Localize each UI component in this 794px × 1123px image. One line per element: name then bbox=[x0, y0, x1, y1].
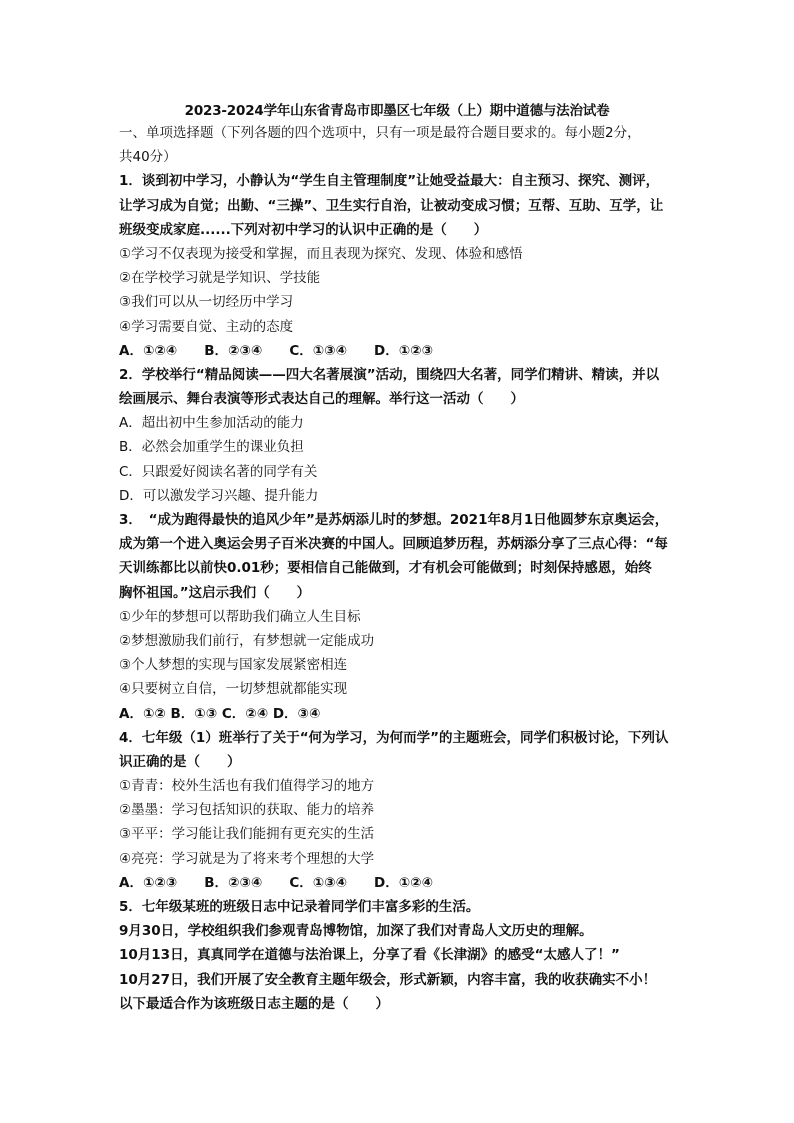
q1-stem-line-2: 让学习成为自觉；出勤、“三操”、卫生实行自治，让被动变成习惯；互帮、互助、互学，让 bbox=[119, 197, 664, 214]
q1-options: A．①②④ B．②③④ C．①③④ D．①②③ bbox=[119, 342, 434, 359]
q3-stem-line-4: 胸怀祖国。”这启示我们（ ） bbox=[119, 584, 311, 601]
q5-stem-line-4: 10月27日，我们开展了安全教育主题年级会，形式新颖，内容丰富，我的收获确实不小！ bbox=[119, 971, 657, 988]
q1-item-4: ④学习需要自觉、主动的态度 bbox=[119, 318, 294, 335]
q2-option-a: A．超出初中生参加活动的能力 bbox=[119, 415, 304, 432]
q4-item-2: ②墨墨：学习包括知识的获取、能力的培养 bbox=[119, 802, 375, 819]
q1-item-3: ③我们可以从一切经历中学习 bbox=[119, 294, 294, 311]
q3-options: A．①② B．①③ C．②④ D．③④ bbox=[119, 705, 321, 722]
q3-item-3: ③个人梦想的实现与国家发展紧密相连 bbox=[119, 657, 348, 674]
q5-stem-line-2: 9月30日，学校组织我们参观青岛博物馆，加深了我们对青岛人文历史的理解。 bbox=[119, 923, 593, 940]
q3-stem-line-3: 天训练都比以前快0.01秒；要相信自己能做到，才有机会可能做到；时刻保持感恩，始终 bbox=[119, 560, 652, 577]
q3-stem-line-1: 3． “成为跑得最快的追风少年”是苏炳添儿时的梦想。2021年8月1日他圆梦东京奥运会， bbox=[119, 512, 669, 528]
q1-item-2: ②在学校学习就是学知识、学技能 bbox=[119, 270, 321, 287]
q3-item-1: ①少年的梦想可以帮助我们确立人生目标 bbox=[119, 608, 361, 625]
q4-item-3: ③平平：学习能让我们能拥有更充实的生活 bbox=[119, 826, 375, 843]
q2-option-d: D．可以激发学习兴趣、提升能力 bbox=[119, 487, 319, 504]
q1-item-1: ①学习不仅表现为接受和掌握，而且表现为探究、发现、体验和感悟 bbox=[119, 245, 523, 262]
q4-item-4: ④亮亮：学习就是为了将来考个理想的大学 bbox=[119, 850, 375, 867]
q3-item-4: ④只要树立自信，一切梦想就都能实现 bbox=[119, 681, 348, 698]
q1-stem-line-3: 班级变成家庭......下列对初中学习的认识中正确的是（ ） bbox=[119, 221, 488, 238]
q2-option-c: C．只跟爱好阅读名著的同学有关 bbox=[119, 463, 318, 480]
section-heading-line-1: 一、单项选择题（下列各题的四个选项中，只有一项是最符合题目要求的。每小题2分， bbox=[119, 125, 641, 141]
q5-stem-line-3: 10月13日，真真同学在道德与法治课上，分享了看《长津湖》的感受“太感人了！” bbox=[119, 947, 620, 964]
q3-stem-line-2: 成为第一个进入奥运会男子百米决赛的中国人。回顾追梦历程，苏炳添分享了三点心得：“每 bbox=[119, 536, 668, 553]
q5-stem-line-1: 5．七年级某班的班级日志中记录着同学们丰富多彩的生活。 bbox=[119, 899, 480, 915]
q1-stem-line-1: 1．谈到初中学习，小静认为“学生自主管理制度”让她受益最大：自主预习、探究、测评， bbox=[119, 173, 660, 190]
q4-stem-line-1: 4．七年级（1）班举行了关于“何为学习，为何而学”的主题班会，同学们积极讨论，下列认 bbox=[119, 729, 669, 746]
q3-item-2: ②梦想激励我们前行，有梦想就一定能成功 bbox=[119, 632, 375, 649]
q2-stem-line-1: 2．学校举行“精品阅读——四大名著展演”活动，围绕四大名著，同学们精讲、精读，并以 bbox=[119, 366, 660, 383]
q4-stem-line-2: 识正确的是（ ） bbox=[119, 753, 241, 770]
q2-stem-line-2: 绘画展示、舞台表演等形式表达自己的理解。举行这一活动（ ） bbox=[119, 391, 524, 408]
q2-option-b: B．必然会加重学生的课业负担 bbox=[119, 439, 304, 456]
q4-item-1: ①青青：校外生活也有我们值得学习的地方 bbox=[119, 778, 375, 795]
section-heading-line-2: 共40分） bbox=[119, 149, 177, 166]
exam-content bbox=[119, 121, 685, 1016]
exam-title: 2023-2024学年山东省青岛市即墨区七年级（上）期中道德与法治试卷 bbox=[184, 103, 610, 119]
q4-options: A．①②③ B．②③④ C．①③④ D．①②④ bbox=[119, 874, 434, 891]
q5-stem-line-5: 以下最适合作为该班级日志主题的是（ ） bbox=[119, 995, 389, 1012]
